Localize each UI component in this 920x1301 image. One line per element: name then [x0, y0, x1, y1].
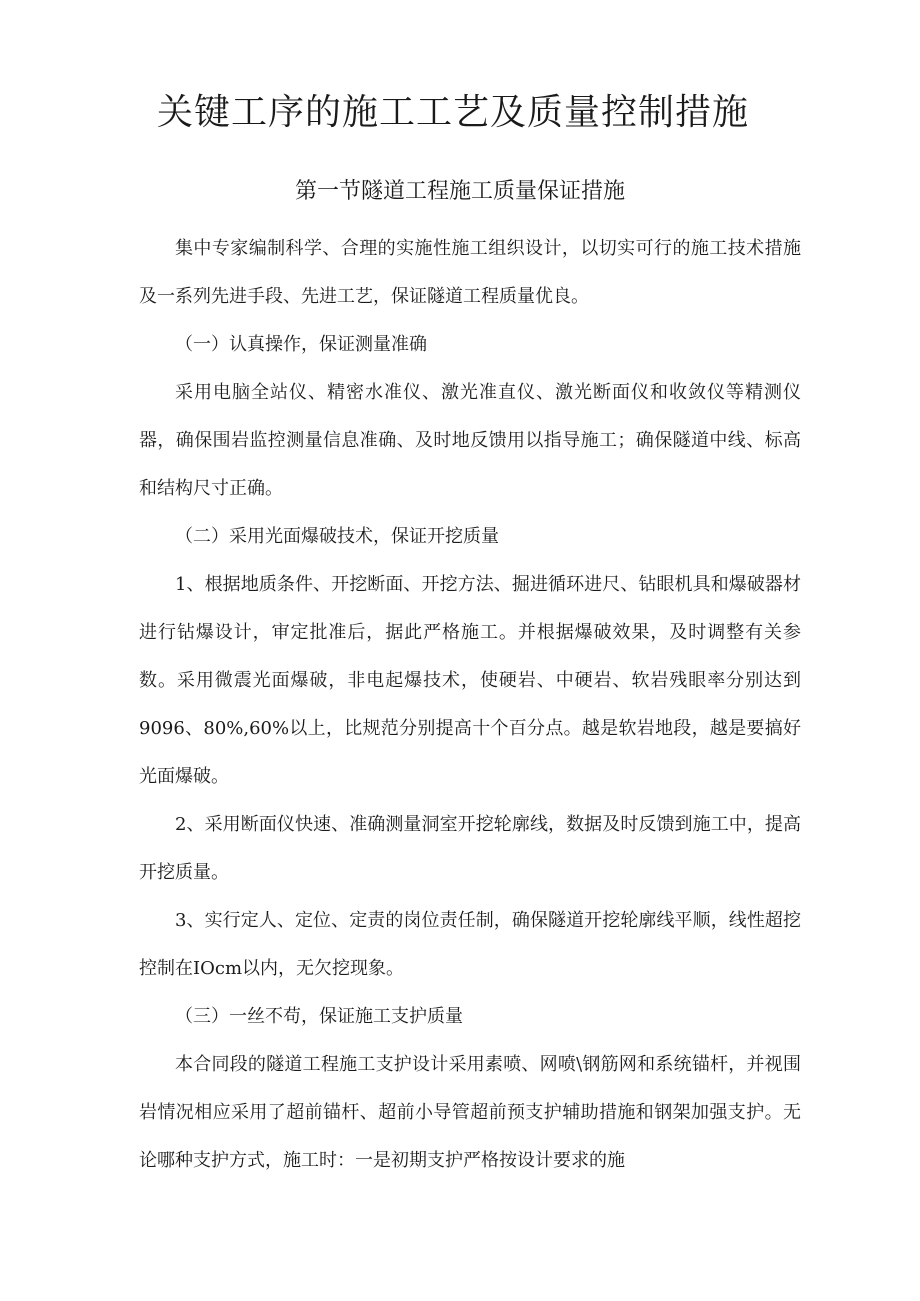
- paragraph-blasting-1: 1、根据地质条件、开挖断面、开挖方法、掘进循环进尺、钻眼机具和爆破器材进行钻爆设计，审定批准后，据此严格施工。并根据爆破效果，及时调整有关参数。采用微震光面爆破，非电起爆技术，使硬岩、中硬岩、软岩残眼率分别达到9096、80%,60%以上，比规范分别提高十个百分点。越是软岩地段，越是要搞好光面爆破。: [139, 574, 801, 787]
- paragraph-blasting-2: 2、采用断面仪快速、准确测量洞室开挖轮廓线，数据及时反馈到施工中，提高开挖质量。: [139, 814, 801, 883]
- document-body: [139, 225, 801, 1185]
- subheading-measurement: （一）认真操作，保证测量准确: [175, 334, 427, 355]
- subheading-support: （三）一丝不苟，保证施工支护质量: [175, 1006, 463, 1027]
- subheading-blasting: （二）采用光面爆破技术，保证开挖质量: [175, 526, 499, 547]
- paragraph-measurement: 采用电脑全站仪、精密水准仪、激光准直仪、激光断面仪和收敛仪等精测仪器，确保围岩监控测量信息准确、及时地反馈用以指导施工；确保隧道中线、标高和结构尺寸正确。: [139, 382, 801, 499]
- section-title: 第一节隧道工程施工质量保证措施: [294, 179, 625, 204]
- paragraph-intro: 集中专家编制科学、合理的实施性施工组织设计，以切实可行的施工技术措施及一系列先进手段、先进工艺，保证隧道工程质量优良。: [139, 238, 801, 307]
- document-title: 关键工序的施工工艺及质量控制措施: [156, 92, 749, 133]
- paragraph-support: 本合同段的隧道工程施工支护设计采用素喷、网喷\钢筋网和系统锚杆，并视围岩情况相应采用了超前锚杆、超前小导管超前预支护辅助措施和钢架加强支护。无论哪种支护方式，施工时：一是初期支护严格按设计要求的施: [139, 1054, 801, 1171]
- paragraph-blasting-3: 3、实行定人、定位、定责的岗位责任制，确保隧道开挖轮廓线平顺，线性超挖控制在IOcm以内，无欠挖现象。: [139, 910, 801, 979]
